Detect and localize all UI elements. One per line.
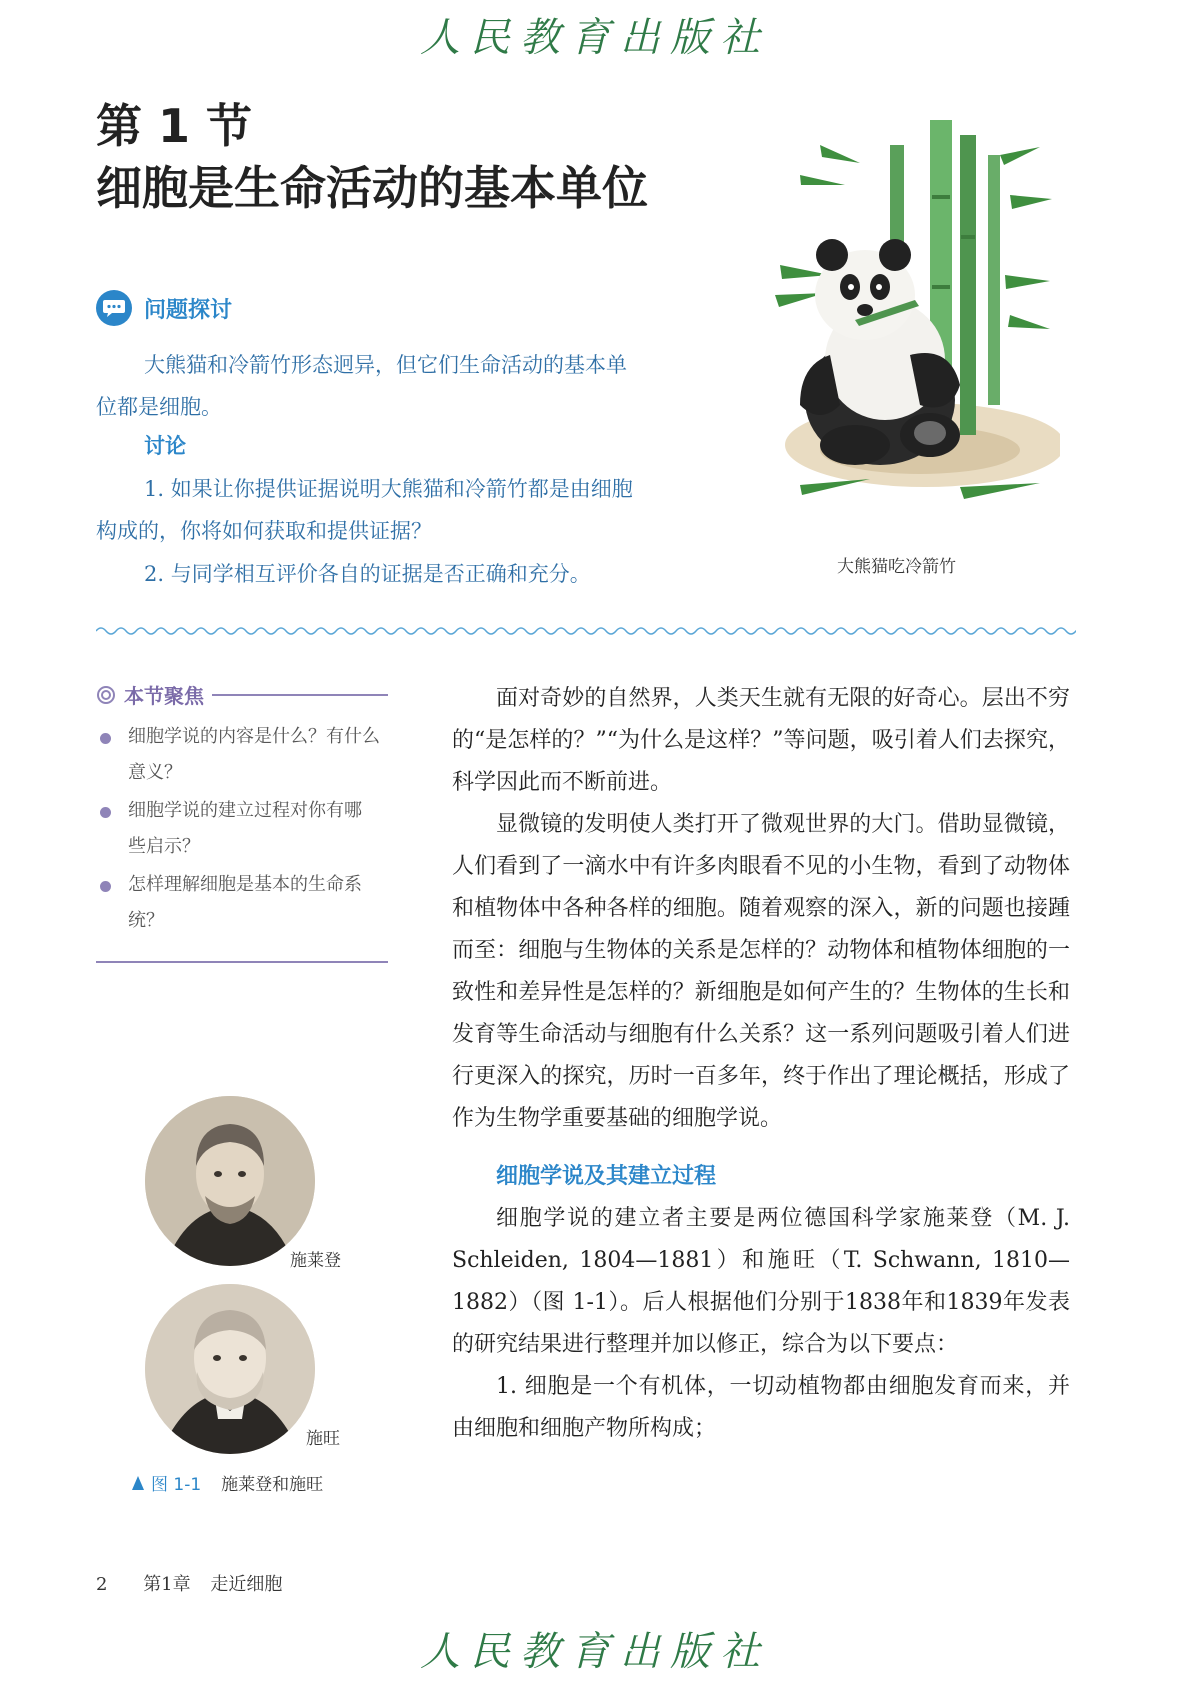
body-paragraph-3: 细胞学说的建立者主要是两位德国科学家施莱登（M. J. Schleiden, 1804—1881）和施旺（T. Schwann, 1810—1882）（图 1-1）。后人根据他们分别于1838年和1839年发表的研究结果进行整理并加以修正，综合为以下要点：	[452, 1206, 1070, 1357]
page-footer	[96, 1570, 282, 1596]
body-paragraph-1: 面对奇妙的自然界，人类天生就有无限的好奇心。层出不穷的“是怎样的？”“为什么是这样？”等问题，吸引着人们去探究，科学因此而不断前进。	[452, 686, 1070, 795]
section-divider	[96, 622, 1076, 641]
page-number: 2	[96, 1574, 108, 1595]
panda-bamboo-illustration	[760, 115, 1060, 535]
bullet-icon	[100, 807, 111, 818]
figure-caption-text: 施莱登和施旺	[221, 1475, 324, 1495]
schleiden-portrait	[145, 1096, 315, 1266]
problem-intro-line2: 位都是细胞。	[96, 395, 222, 419]
subsection-heading: 细胞学说及其建立过程	[496, 1164, 717, 1189]
question-1-line1: 1. 如果让你提供证据说明大熊猫和冷箭竹都是由细胞	[144, 477, 633, 501]
portrait-name-2: 施旺	[306, 1429, 340, 1449]
question-1-line2: 构成的，你将如何获取和提供证据？	[96, 519, 432, 543]
target-icon	[96, 685, 116, 705]
bullet-icon	[100, 881, 111, 892]
triangle-marker-icon	[131, 1475, 145, 1491]
focus-title: 本节聚焦	[124, 684, 204, 708]
section-number: 第 1 节	[96, 99, 253, 153]
chapter-title: 走近细胞	[210, 1574, 283, 1595]
problem-header	[96, 290, 232, 326]
bullet-icon	[100, 733, 111, 744]
main-body	[452, 678, 1070, 1450]
focus-item-line: 细胞学说的建立过程对你有哪	[128, 800, 362, 821]
portrait-name-1: 施莱登	[290, 1251, 341, 1271]
focus-bottom-rule	[96, 961, 388, 963]
problem-intro-line1: 大熊猫和冷箭竹形态迥异，但它们生命活动的基本单	[144, 353, 627, 377]
chat-bubble-icon	[96, 290, 132, 326]
focus-item	[96, 867, 388, 939]
focus-item	[96, 793, 388, 865]
focus-item	[96, 719, 388, 791]
focus-item-line: 怎样理解细胞是基本的生命系	[128, 874, 362, 895]
body-paragraph-2: 显微镜的发明使人类打开了微观世界的大门。借助显微镜，人们看到了一滴水中有许多肉眼看不见的小生物，看到了动物体和植物体中各种各样的细胞。随着观察的深入，新的问题也接踵而至：细胞与生物体的关系是怎样的？动物体和植物体细胞的一致性和差异性是怎样的？新细胞是如何产生的？生物体的生长和发育等生命活动与细胞有什么关系？这一系列问题吸引着人们进行更深入的探究，历时一百多年，终于作出了理论概括，形成了作为生物学重要基础的细胞学说。	[452, 812, 1070, 1131]
focus-item-line: 些启示？	[128, 836, 200, 857]
section-title	[96, 95, 648, 219]
figure-label: 图 1-1	[151, 1475, 202, 1495]
schwann-portrait	[145, 1284, 315, 1454]
focus-item-line: 意义？	[128, 762, 182, 783]
publisher-watermark-bottom: 人民教育出版社	[420, 1629, 770, 1675]
question-2: 2. 与同学相互评价各自的证据是否正确和充分。	[144, 562, 591, 586]
discuss-label: 讨论	[144, 434, 186, 458]
figure-caption	[131, 1470, 323, 1495]
panda-caption: 大熊猫吃冷箭竹	[837, 557, 956, 577]
body-paragraph-4: 1. 细胞是一个有机体，一切动植物都由细胞发育而来，并由细胞和细胞产物所构成；	[452, 1374, 1070, 1441]
section-focus-box	[96, 680, 388, 963]
problem-label: 问题探讨	[144, 297, 233, 323]
section-heading: 细胞是生命活动的基本单位	[96, 161, 648, 215]
publisher-watermark-top: 人民教育出版社	[420, 15, 770, 61]
focus-item-line: 细胞学说的内容是什么？有什么	[128, 726, 380, 747]
chapter-number: 第1章	[143, 1574, 191, 1595]
focus-item-line: 统？	[128, 910, 164, 931]
focus-header-rule	[212, 694, 388, 696]
focus-header	[96, 680, 388, 709]
